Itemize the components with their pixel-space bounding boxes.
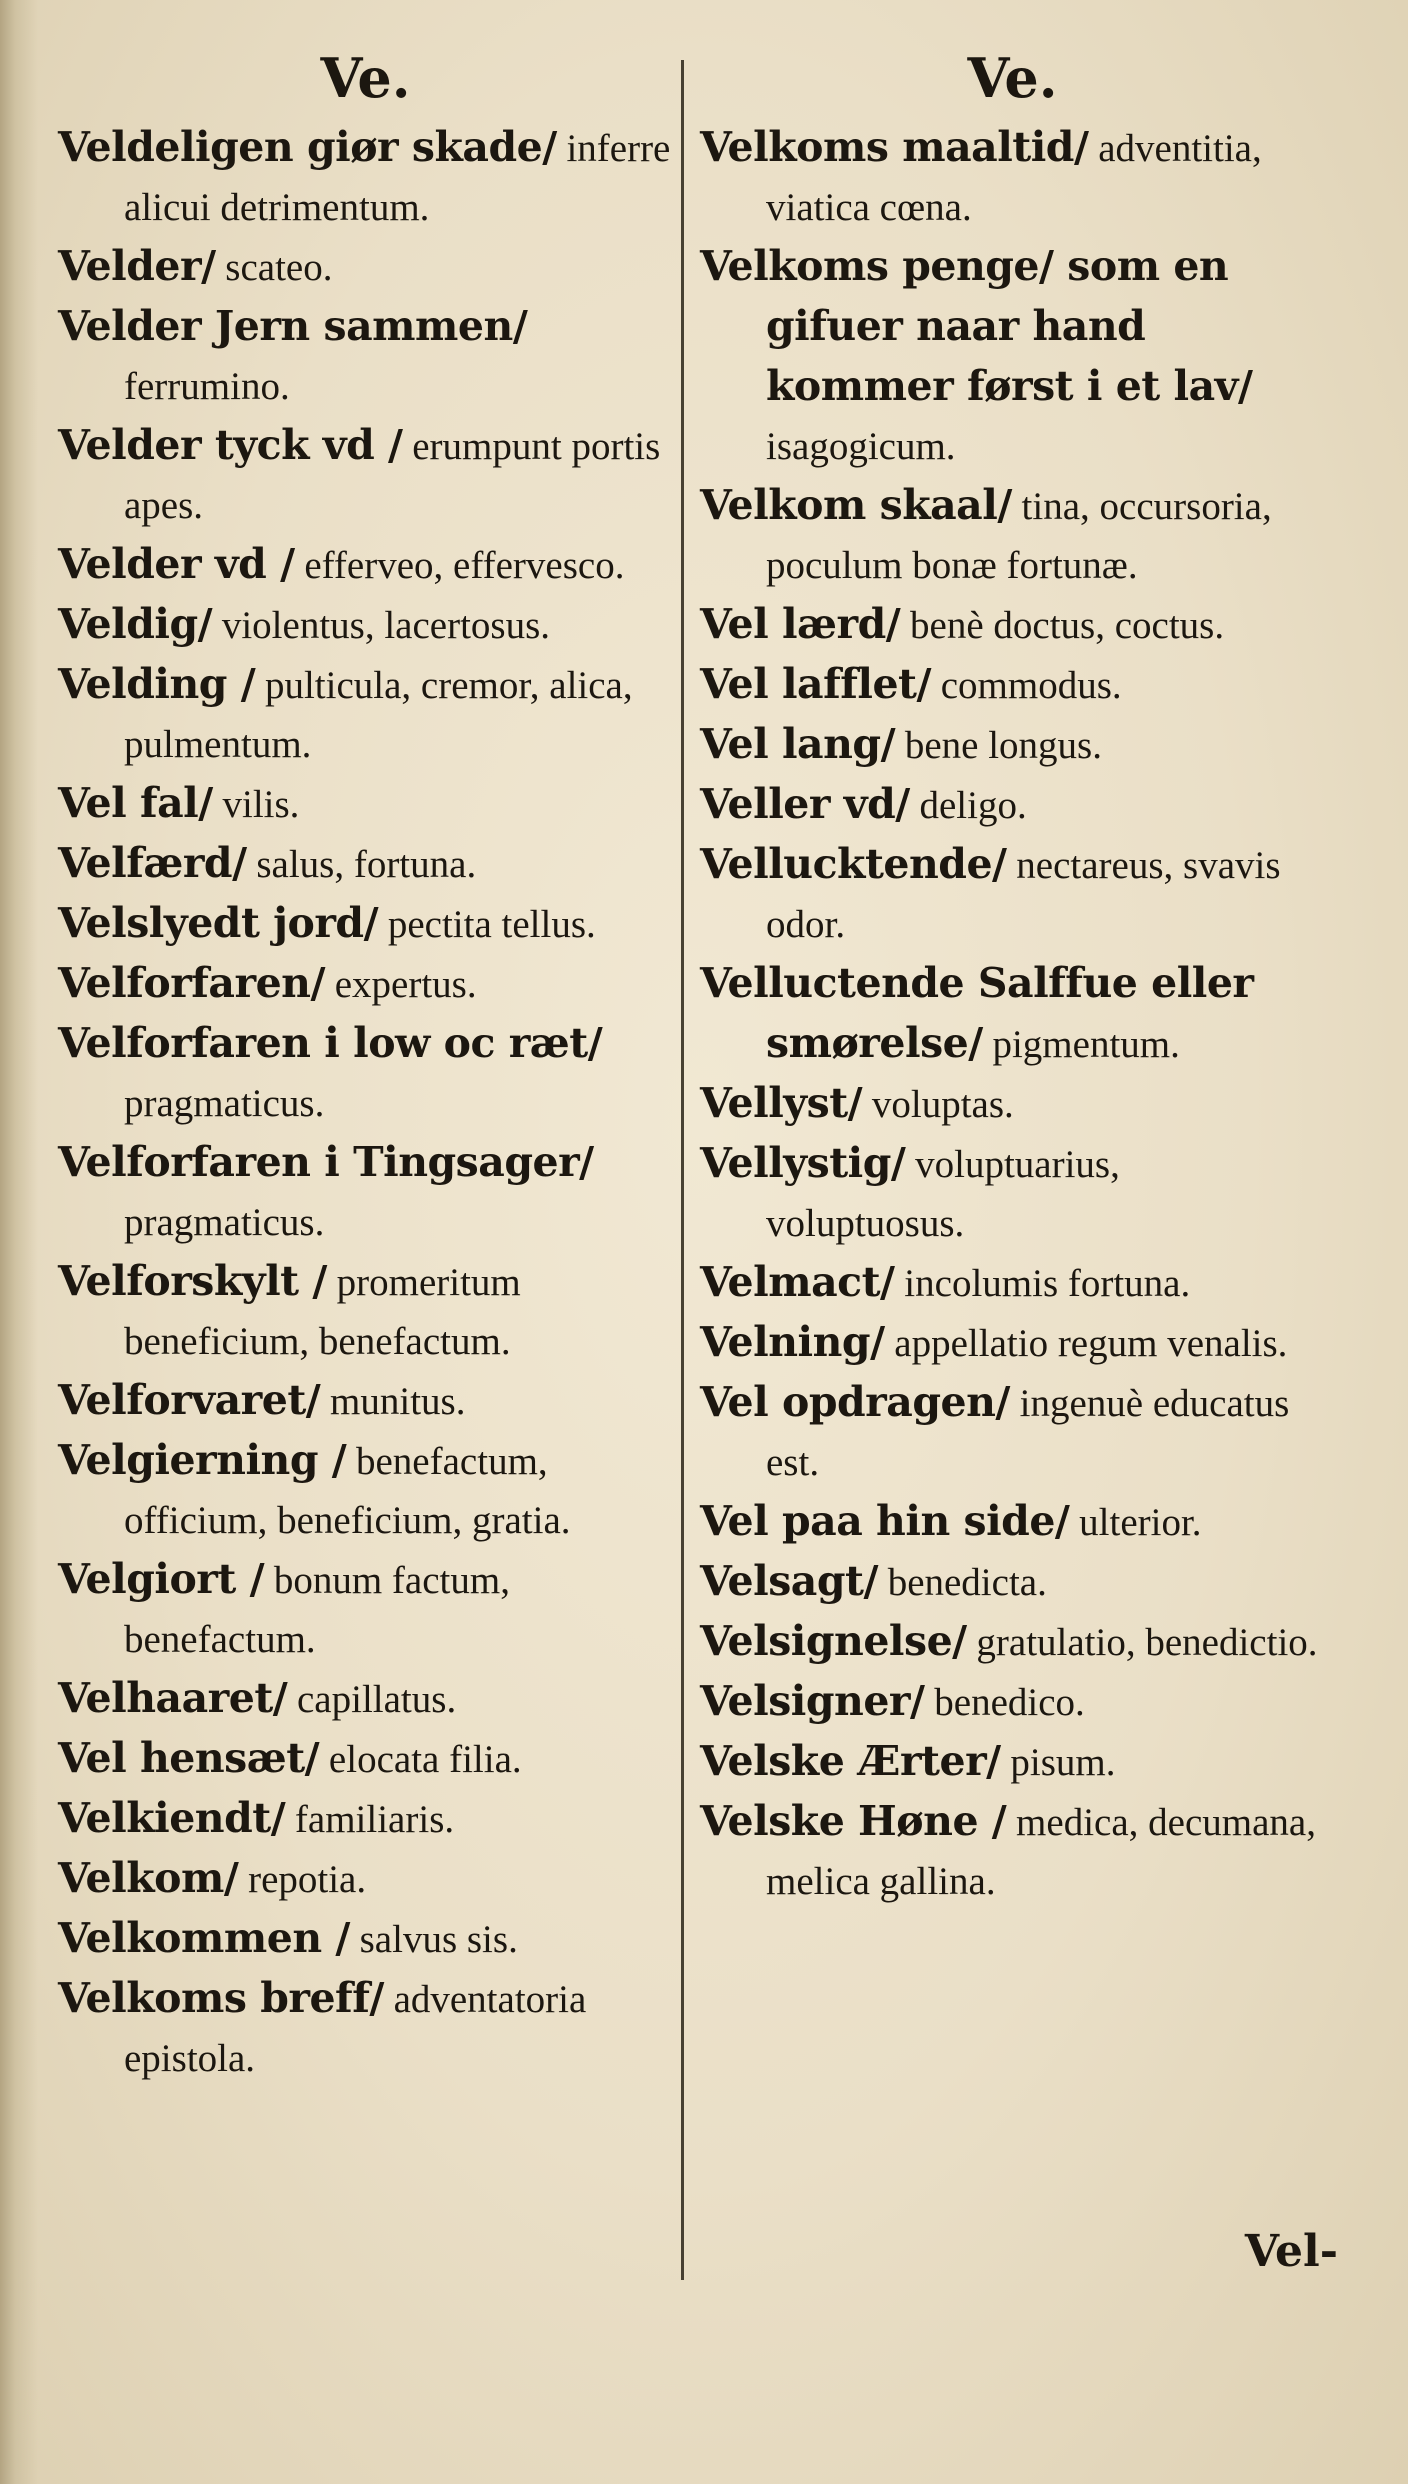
entry-translation: benefactum, officium, beneficium, gratia.	[124, 1440, 571, 1542]
dictionary-entry	[58, 1133, 673, 1252]
dictionary-entry	[700, 655, 1325, 715]
entry-translation: tina, occursoria, poculum bonæ fortunæ.	[766, 485, 1272, 587]
entry-headword: Velsignelse/	[700, 1617, 967, 1665]
entry-headword: Velkoms penge/ som en gifuer naar hand kommer først i et lav/	[700, 242, 1253, 410]
entry-translation: incolumis fortuna.	[904, 1262, 1191, 1305]
entry-headword: Velforfaren i Tingsager/	[58, 1138, 594, 1186]
entry-headword: Velding /	[58, 660, 256, 708]
dictionary-entry	[58, 416, 673, 535]
entry-headword: Velder tyck vd /	[58, 421, 403, 469]
dictionary-entry	[700, 1552, 1325, 1612]
entry-translation: benè doctus, coctus.	[910, 604, 1225, 647]
dictionary-entry	[700, 1373, 1325, 1492]
entry-headword: Velslyedt jord/	[58, 899, 379, 947]
entry-translation: voluptas.	[871, 1083, 1014, 1126]
binding-edge-shadow	[0, 0, 38, 2484]
entry-headword: Velsigner/	[700, 1677, 925, 1725]
entry-translation: efferveo, effervesco.	[304, 544, 625, 587]
dictionary-entry	[700, 1792, 1325, 1911]
entry-translation: adventitia, viatica cœna.	[766, 127, 1262, 229]
entry-headword: Velkiendt/	[58, 1794, 286, 1842]
dictionary-entry	[58, 237, 673, 297]
dictionary-entry	[700, 775, 1325, 835]
entry-translation: repotia.	[248, 1858, 367, 1901]
left-entries-list	[58, 118, 673, 2088]
entry-translation: nectareus, svavis odor.	[766, 844, 1281, 946]
dictionary-entry	[58, 1431, 673, 1550]
entry-headword: Vel lang/	[700, 720, 896, 768]
entry-headword: Velder vd /	[58, 540, 295, 588]
dictionary-entry	[700, 1313, 1325, 1373]
entry-headword: Velkommen /	[58, 1914, 350, 1962]
entry-translation: adventatoria epistola.	[124, 1978, 587, 2080]
dictionary-entry	[58, 535, 673, 595]
entry-headword: Veldeligen giør skade/	[58, 123, 557, 171]
entry-headword: Velder Jern sammen/	[58, 302, 528, 350]
dictionary-entry	[700, 1253, 1325, 1313]
entry-headword: Vel hensæt/	[58, 1734, 320, 1782]
entry-headword: Velkom skaal/	[700, 481, 1012, 529]
entry-headword: Velmact/	[700, 1258, 895, 1306]
entry-headword: Velske Høne /	[700, 1797, 1007, 1845]
entry-translation: pulticula, cremor, alica, pulmentum.	[124, 664, 633, 766]
entry-translation: deligo.	[919, 784, 1027, 827]
entry-translation: ferrumino.	[124, 365, 290, 408]
entry-translation: pisum.	[1010, 1741, 1116, 1784]
entry-headword: Vellyst/	[700, 1079, 863, 1127]
entry-translation: pigmentum.	[992, 1023, 1180, 1066]
dictionary-entry	[700, 835, 1325, 954]
entry-headword: Velske Ærter/	[700, 1737, 1001, 1785]
dictionary-entry	[700, 118, 1325, 237]
entry-headword: Velkoms maaltid/	[700, 123, 1089, 171]
entry-headword: Veller vd/	[700, 780, 910, 828]
entry-headword: Vel fal/	[58, 779, 213, 827]
dictionary-entry	[700, 476, 1325, 595]
entry-translation: inferre alicui detrimentum.	[124, 127, 671, 229]
entry-translation: voluptuarius, voluptuosus.	[766, 1143, 1120, 1245]
dictionary-entry	[700, 1134, 1325, 1253]
entry-headword: Vel lafflet/	[700, 660, 931, 708]
dictionary-entry	[58, 1252, 673, 1371]
entry-translation: scateo.	[225, 246, 333, 289]
entry-translation: ingenuè educatus est.	[766, 1382, 1290, 1484]
catchword: Vel-	[1244, 2226, 1338, 2277]
entry-translation: vilis.	[222, 783, 300, 826]
entry-headword: Velforskylt /	[58, 1257, 327, 1305]
entry-headword: Veldig/	[58, 600, 213, 648]
dictionary-entry	[700, 1612, 1325, 1672]
entry-translation: pragmaticus.	[124, 1082, 325, 1125]
entry-headword: Velning/	[700, 1318, 885, 1366]
dictionary-entry	[700, 1672, 1325, 1732]
dictionary-entry	[58, 834, 673, 894]
entry-headword: Velforvaret/	[58, 1376, 321, 1424]
dictionary-entry	[58, 1849, 673, 1909]
entry-headword: Velder/	[58, 242, 216, 290]
entry-translation: appellatio regum venalis.	[894, 1322, 1288, 1365]
entry-translation: gratulatio, benedictio.	[976, 1621, 1318, 1664]
dictionary-entry	[58, 655, 673, 774]
entry-translation: ulterior.	[1079, 1501, 1202, 1544]
entry-translation: violentus, lacertosus.	[221, 604, 551, 647]
column-divider	[681, 60, 684, 2280]
dictionary-entry	[58, 1014, 673, 1133]
entry-headword: Velforfaren/	[58, 959, 325, 1007]
dictionary-entry	[58, 297, 673, 416]
entry-translation: munitus.	[330, 1380, 466, 1423]
dictionary-entry	[58, 1789, 673, 1849]
dictionary-entry	[58, 1669, 673, 1729]
dictionary-entry	[700, 1074, 1325, 1134]
entry-headword: Velgiort /	[58, 1555, 265, 1603]
dictionary-entry	[700, 1732, 1325, 1792]
dictionary-entry	[58, 1909, 673, 1969]
dictionary-entry	[700, 237, 1325, 476]
entry-translation: bene longus.	[904, 724, 1102, 767]
entry-translation: erumpunt portis apes.	[124, 425, 661, 527]
entry-headword: Vel lærd/	[700, 600, 901, 648]
entry-headword: Velluctende Salffue eller smørelse/	[700, 959, 1254, 1067]
right-column	[700, 38, 1325, 1911]
dictionary-entry	[58, 118, 673, 237]
entry-headword: Vel opdragen/	[700, 1378, 1010, 1426]
entry-translation: pragmaticus.	[124, 1201, 325, 1244]
entry-translation: pectita tellus.	[387, 903, 596, 946]
dictionary-entry	[58, 774, 673, 834]
right-entries-list	[700, 118, 1325, 1911]
dictionary-entry	[700, 1492, 1325, 1552]
entry-headword: Velfærd/	[58, 839, 247, 887]
entry-translation: salvus sis.	[359, 1918, 518, 1961]
entry-translation: expertus.	[334, 963, 477, 1006]
entry-headword: Velhaaret/	[58, 1674, 288, 1722]
entry-translation: familiaris.	[294, 1798, 455, 1841]
entry-headword: Velkoms breff/	[58, 1974, 384, 2022]
right-column-header: Ve.	[967, 46, 1058, 110]
entry-translation: elocata filia.	[328, 1738, 522, 1781]
entry-translation: medica, decumana, melica gallina.	[766, 1801, 1316, 1903]
entry-translation: benedicta.	[887, 1561, 1047, 1604]
left-column	[58, 38, 673, 2088]
entry-translation: isagogicum.	[766, 425, 956, 468]
dictionary-entry	[58, 1371, 673, 1431]
dictionary-entry	[58, 894, 673, 954]
entry-headword: Velkom/	[58, 1854, 239, 1902]
entry-headword: Velsagt/	[700, 1557, 878, 1605]
entry-headword: Vellystig/	[700, 1139, 906, 1187]
dictionary-entry	[58, 1550, 673, 1669]
entry-headword: Velforfaren i low oc ræt/	[58, 1019, 603, 1067]
entry-translation: salus, fortuna.	[256, 843, 477, 886]
entry-headword: Velgierning /	[58, 1436, 347, 1484]
dictionary-entry	[700, 715, 1325, 775]
dictionary-entry	[58, 954, 673, 1014]
entry-translation: commodus.	[940, 664, 1122, 707]
entry-translation: capillatus.	[297, 1678, 457, 1721]
dictionary-entry	[58, 595, 673, 655]
entry-headword: Vellucktende/	[700, 840, 1007, 888]
dictionary-entry	[58, 1969, 673, 2088]
dictionary-entry	[700, 954, 1325, 1074]
entry-translation: promeritum beneficium, benefactum.	[124, 1261, 521, 1363]
entry-headword: Vel paa hin side/	[700, 1497, 1070, 1545]
entry-translation: bonum factum, benefactum.	[124, 1559, 510, 1661]
dictionary-entry	[58, 1729, 673, 1789]
left-column-header: Ve.	[320, 46, 411, 110]
entry-translation: benedico.	[934, 1681, 1085, 1724]
dictionary-entry	[700, 595, 1325, 655]
